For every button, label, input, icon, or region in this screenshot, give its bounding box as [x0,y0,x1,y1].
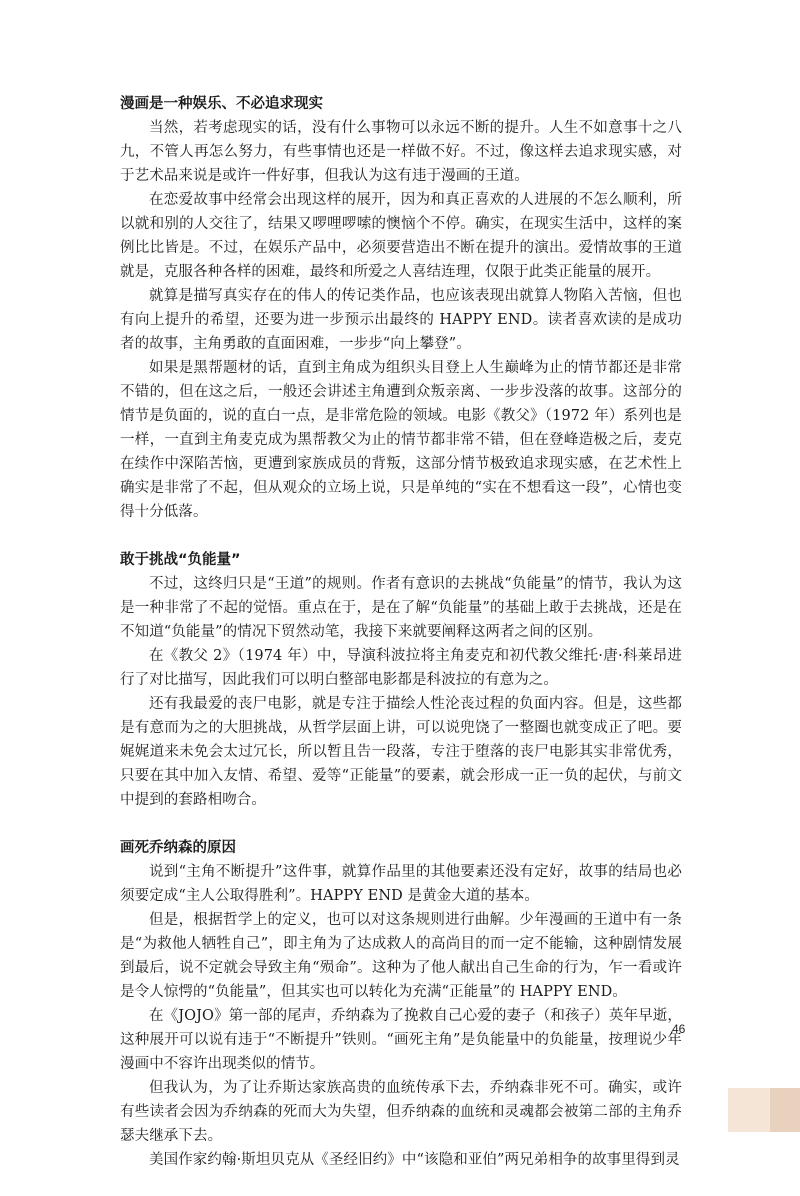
page-body [120,92,682,1196]
paragraph: 在《JOJO》第一部的尾声，乔纳森为了挽救自己心爱的妻子（和孩子）英年早逝，这种展开可以说有违于“不断提升”铁则。“画死主角”是负能量中的负能量，按理说少年漫画中不容许出现类似的情节。 [120,1008,682,1072]
paragraph: 说到“主角不断提升”这件事，就算作品里的其他要素还没有定好，故事的结局也必须要定成“主人公取得胜利”。HAPPY END 是黄金大道的基本。 [120,864,682,904]
section-heading: 漫画是一种娱乐、不必追求现实 [120,96,323,112]
section-negative-energy [120,548,682,812]
section-jonathan [120,836,682,1172]
paragraph: 但我认为，为了让乔斯达家族高贵的血统传承下去，乔纳森非死不可。确实，或许有些读者会因为乔纳森的死而大为失望，但乔纳森的血统和灵魂都会被第二部的主角乔瑟夫继承下去。 [120,1080,682,1144]
section-heading: 敢于挑战“负能量” [120,552,241,568]
paragraph: 还有我最爱的丧尸电影，就是专注于描绘人性沦丧过程的负面内容。但是，这些都是有意而为之的大胆挑战，从哲学层面上讲，可以说兜饶了一整圈也就变成正了吧。要娓娓道来未免会太过冗长，所以暂且告一段落，专注于堕落的丧尸电影其实非常优秀，只要在其中加入友情、希望、爱等“正能量”的要素，就会形成一正一负的起伏，与前文中提到的套路相吻合。 [120,696,682,808]
paragraph: 不过，这终归只是“王道”的规则。作者有意识的去挑战“负能量”的情节，我认为这是一种非常了不起的觉悟。重点在于，是在了解“负能量”的基础上敢于去挑战，还是在不知道“负能量”的情况下贸然动笔，我接下来就要阐释这两者之间的区别。 [120,576,682,640]
paragraph: 但是，根据哲学上的定义，也可以对这条规则进行曲解。少年漫画的王道中有一条是“为救他人牺牲自己”，即主角为了达成救人的高尚目的而一定不能输，这种剧情发展到最后，说不定就会导致主角“殒命”。这种为了他人献出自己生命的行为，乍一看或许是令人惊愕的“负能量”，但其实也可以转化为充满“正能量”的 HAPPY END。 [120,912,682,1000]
paragraph: 当然，若考虑现实的话，没有什么事物可以永远不断的提升。人生不如意事十之八九，不管人再怎么努力，有些事情也还是一样做不好。不过，像这样去追求现实感，对于艺术品来说是或许一件好事，但我认为这有违于漫画的王道。 [120,120,682,184]
paragraph: 就算是描写真实存在的伟人的传记类作品，也应该表现出就算人物陷入苦恼，但也有向上提升的希望，还要为进一步预示出最终的 HAPPY END。读者喜欢读的是成功者的故事，主角勇敢的直面困难，一步步“向上攀登”。 [120,288,682,352]
section-entertainment [120,92,682,524]
page-number: 46 [672,1022,686,1036]
paragraph: 在《教父 2》（1974 年）中，导演科波拉将主角麦克和初代教父维托·唐·科莱昂进行了对比描写，因此我们可以明白整部电影都是科波拉的有意为之。 [120,648,682,688]
paragraph: 美国作家约翰·斯坦贝克从《圣经旧约》中“该隐和亚伯”两兄弟相争的故事里得到灵 [149,1152,680,1168]
paragraph: 在恋爱故事中经常会出现这样的展开，因为和真正喜欢的人进展的不怎么顺利，所以就和别的人交往了，结果又啰哩啰嗦的懊恼个不停。确实，在现实生活中，这样的案例比比皆是。不过，在娱乐产品中，必须要营造出不断在提升的演出。爱情故事的王道就是，克服各种各样的困难，最终和所爱之人喜结连理，仅限于此类正能量的展开。 [120,192,682,280]
section-heading: 画死乔纳森的原因 [120,840,236,856]
paragraph: 如果是黑帮题材的话，直到主角成为组织头目登上人生巅峰为止的情节都还是非常不错的，但在这之后，一般还会讲述主角遭到众叛亲离、一步步没落的故事。这部分的情节是负面的，说的直白一点，是非常危险的领域。电影《教父》（1972 年）系列也是一样，一直到主角麦克成为黑帮教父为止的情节都非常不错，但在登峰造极之后，麦克在续作中深陷苦恼，更遭到家族成员的背叛，这部分情节极致追求现实感，在艺术性上确实是非常了不起，但从观众的立场上说，只是单纯的“实在不想看这一段”，心情也变得十分低落。 [120,360,682,520]
corner-decoration-dark [770,1088,800,1132]
